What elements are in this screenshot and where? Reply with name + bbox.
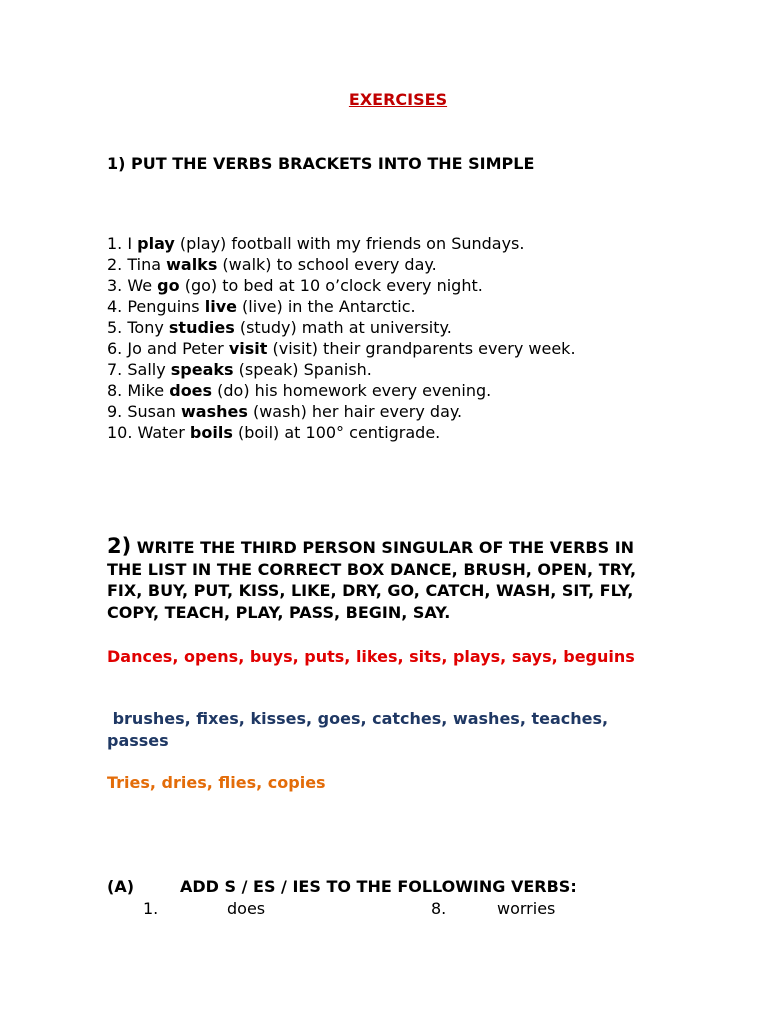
item-prefix: 1. I [107,234,138,253]
list-item [107,380,576,401]
section1-heading: 1) PUT THE VERBS BRACKETS INTO THE SIMPLE [107,154,535,173]
item-suffix: (go) to bed at 10 o’clock every night. [179,276,483,295]
item-suffix: (speak) Spanish. [233,360,372,379]
section1-list [107,233,576,443]
list-item [107,275,576,296]
item-prefix: 9. Susan [107,402,182,421]
list-item [107,422,576,443]
list-item [107,254,576,275]
item-suffix: (do) his homework every evening. [212,381,492,400]
item-prefix: 2. Tina [107,255,167,274]
item-verb: visit [228,339,268,358]
list-item [107,338,576,359]
page-title: EXERCISES [348,90,448,109]
item-verb: play [137,234,175,253]
section3-label: (A) [107,877,135,896]
list-item [107,359,576,380]
item-verb: speaks [170,360,234,379]
exercise-item-word: does [227,899,266,918]
item-prefix: 7. Sally [107,360,171,379]
item-prefix: 3. We [107,276,158,295]
exercise-item-word: worries [497,899,556,918]
section3-heading: ADD S / ES / IES TO THE FOLLOWING VERBS: [180,877,577,896]
item-verb: go [157,276,180,295]
item-verb: washes [181,402,248,421]
list-item [107,296,576,317]
section2-heading-text: WRITE THE THIRD PERSON SINGULAR OF THE VERBS IN THE LIST IN THE CORRECT BOX DANCE, BRUSH, OPEN, TRY, FIX, BUY, PUT, KISS, LIKE, DRY, GO, CATCH, WASH, SIT, FLY, COPY, TEACH, PLAY, PASS, BEGIN, SAY. [107,538,637,622]
section2-number: 2) [107,534,132,558]
item-verb: boils [189,423,233,442]
item-suffix: (live) in the Antarctic. [236,297,416,316]
item-verb: live [204,297,237,316]
exercise-item-number: 1. [143,899,159,918]
item-suffix: (boil) at 100° centigrade. [232,423,441,442]
exercise-item-number: 8. [431,899,447,918]
list-item [107,317,576,338]
item-prefix: 5. Tony [107,318,169,337]
answer-group-es: brushes, fixes, kisses, goes, catches, washes, teaches, passes [107,709,614,750]
item-prefix: 8. Mike [107,381,170,400]
item-suffix: (play) football with my friends on Sundays. [174,234,525,253]
list-item [107,233,576,254]
item-prefix: 4. Penguins [107,297,205,316]
item-prefix: 6. Jo and Peter [107,339,229,358]
section2-heading [107,536,667,623]
item-suffix: (wash) her hair every day. [247,402,463,421]
item-verb: walks [166,255,218,274]
item-verb: does [169,381,213,400]
item-suffix: (study) math at university. [234,318,452,337]
answer-group-s: Dances, opens, buys, puts, likes, sits, plays, says, beguins [107,647,635,666]
item-suffix: (visit) their grandparents every week. [267,339,576,358]
item-prefix: 10. Water [107,423,190,442]
answer-group-ies: Tries, dries, flies, copies [107,773,326,792]
item-verb: studies [168,318,235,337]
list-item [107,401,576,422]
item-suffix: (walk) to school every day. [217,255,437,274]
